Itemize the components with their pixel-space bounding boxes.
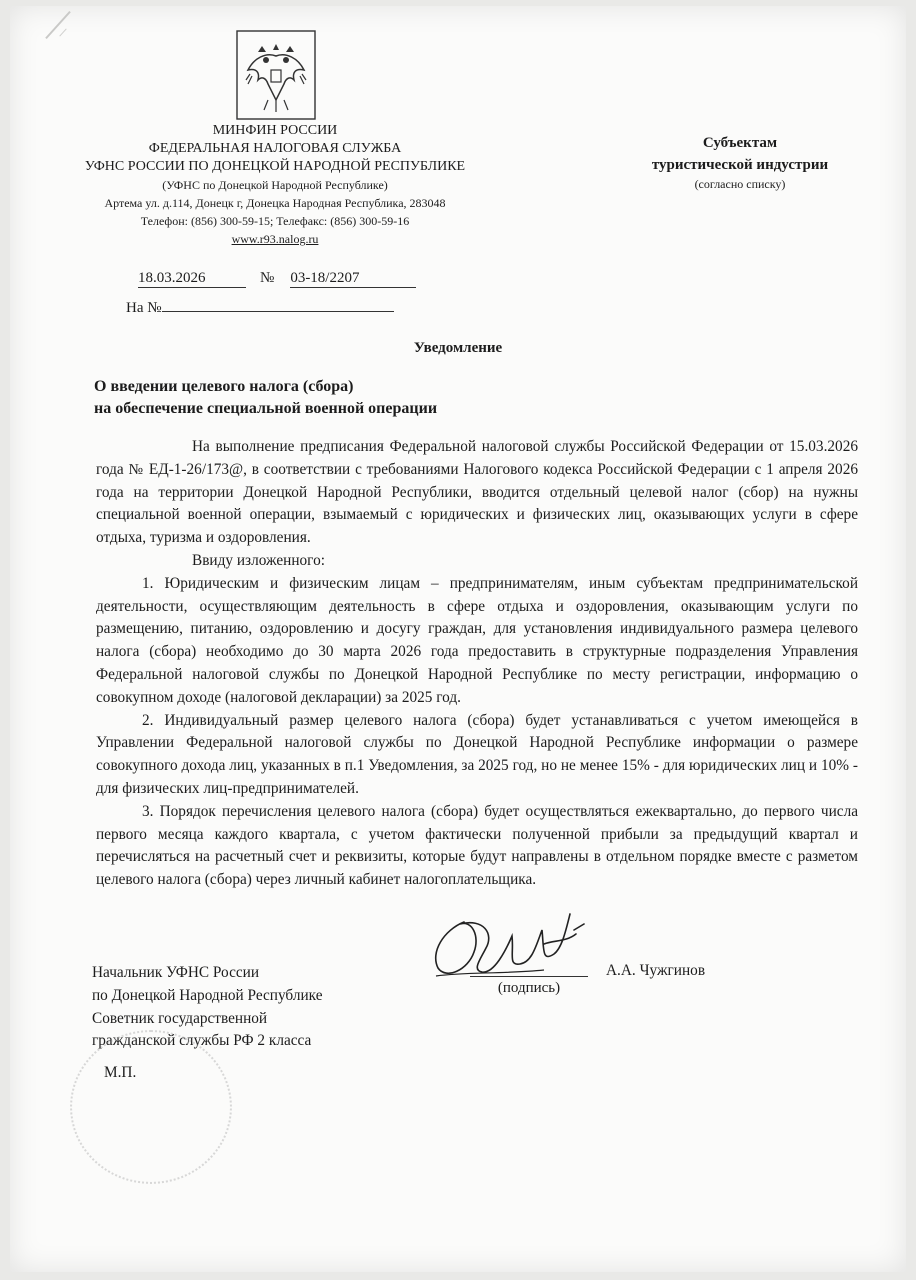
- signature-line: [470, 976, 588, 977]
- position-line-1: Начальник УФНС России: [92, 964, 260, 981]
- signature-caption: (подпись): [497, 980, 561, 996]
- signer-name: А.А. Чужгинов: [606, 962, 706, 979]
- item-1-paragraph: 1. Юридическим и физическим лицам – предпринимателям, иным субъектам предпринимательской деятельности, осуществляющим деятельность в сфере отдыха и оздоровления, оказывающим услуги по размещению, питанию, оздоровлению и досугу граждан, для установления индивидуального размера целевого налога (сбора) необходимо до 30 марта 2026 года предоставить в структурные подразделения Управления Федеральной налоговой службы по Донецкой Народной Республике по месту регистрации, информацию о совокупном доходе (налоговой декларации) за 2025 год.: [96, 574, 858, 706]
- document-subject: [94, 376, 437, 420]
- coat-of-arms-emblem: [236, 30, 316, 120]
- department-name: УФНС РОССИИ ПО ДОНЕЦКОЙ НАРОДНОЙ РЕСПУБЛИКЕ: [84, 159, 466, 174]
- stamp-label: М.П.: [104, 1064, 137, 1081]
- document-heading: Уведомление: [413, 340, 503, 356]
- position-line-3: Советник государственной: [92, 1009, 268, 1027]
- recipient-note: (согласно списку): [694, 177, 786, 191]
- reply-reference-blank: [162, 299, 394, 312]
- registration-number: 03-18/2207: [290, 270, 416, 288]
- paper-crease: [45, 11, 71, 39]
- reply-reference-label: На №: [126, 300, 162, 316]
- ministry-name: МИНФИН РОССИИ: [212, 123, 338, 138]
- service-name: ФЕДЕРАЛЬНАЯ НАЛОГОВАЯ СЛУЖБА: [148, 141, 402, 156]
- number-sign: №: [260, 270, 275, 286]
- item-2-paragraph: 2. Индивидуальный размер целевого налога (сбора) будет устанавливаться с учетом имеющейся в Управлении Федеральной налоговой службы по Донецкой Народной Республике информации о размере совокупного дохода лиц, указанных в п.1 Уведомления, за 2025 год, но не менее 15% - для юридических лиц и 10% - для физических лиц-предпринимателей.: [96, 711, 858, 797]
- lead-in-paragraph: Ввиду изложенного:: [192, 551, 325, 569]
- subject-line-2: на обеспечение специальной военной операции: [94, 400, 438, 417]
- sender-phones: Телефон: (856) 300-59-15; Телефакс: (856) 300-59-16: [140, 214, 410, 228]
- sender-address: Артема ул. д.114, Донецк г, Донецка Народная Республика, 283048: [104, 196, 446, 210]
- sender-block: [40, 122, 510, 248]
- recipient-block: [620, 132, 860, 192]
- recipient-line-2: туристической индустрии: [651, 157, 829, 173]
- intro-paragraph: На выполнение предписания Федеральной налоговой службы Российской Федерации от 15.03.2026 года № ЕД-1-26/173@, в соответствии с требованиями Налогового кодекса Российской Федерации с 1 апреля 2026 года на территории Донецкой Народной Республики, вводится отдельный целевой налог (сбор) на нужны специальной военной операции, взымаемый с юридических и физических лиц, оказывающих услуги в сфере отдыха, туризма и оздоровления.: [96, 438, 858, 547]
- handwritten-signature: [424, 900, 594, 984]
- registration-line: [138, 270, 416, 288]
- position-line-2: по Донецкой Народной Республике: [92, 986, 323, 1004]
- faint-stamp-mark: [70, 1030, 232, 1184]
- item-3-paragraph: 3. Порядок перечисления целевого налога (сбора) будет осуществляться ежеквартально, до первого числа первого месяца каждого квартала, с учетом фактически полученной прибыли за предыдущий квартал и перечисляться на расчетный счет и реквизиты, которые будут направлены в отдельном порядке вместе с разметом целевого налога (сбора) через личный кабинет налогоплательщика.: [96, 802, 858, 889]
- paper-crease-small: [59, 28, 66, 36]
- subject-line-1: О введении целевого налога (сбора): [94, 378, 354, 395]
- recipient-line-1: Субъектам: [702, 135, 778, 151]
- reply-reference-line: [126, 299, 394, 317]
- position-line-4: гражданской службы РФ 2 класса: [92, 1032, 312, 1050]
- sender-website-link[interactable]: www.r93.nalog.ru: [231, 232, 319, 246]
- department-short-name: (УФНС по Донецкой Народной Республике): [162, 178, 388, 192]
- registration-date: 18.03.2026: [138, 270, 246, 288]
- document-body: [96, 436, 858, 892]
